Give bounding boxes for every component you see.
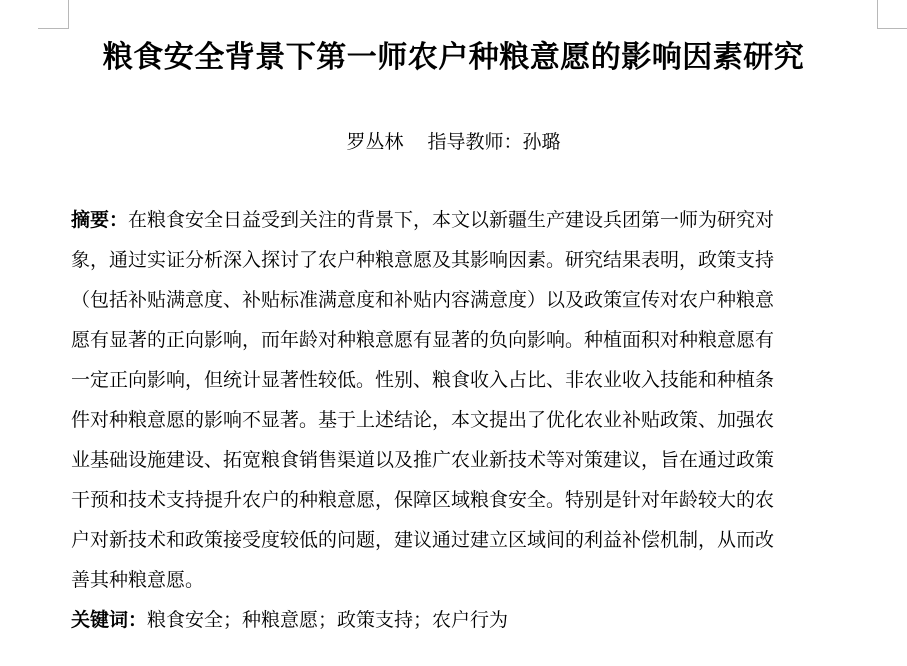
author-line bbox=[0, 128, 907, 156]
abstract-line: 件对种粮意愿的影响不显著。基于上述结论，本文提出了优化农业补贴政策、加强农 bbox=[71, 409, 775, 431]
abstract-line: 愿有显著的正向影响，而年龄对种粮意愿有显著的负向影响。种植面积对种粮意愿有 bbox=[71, 329, 775, 351]
abstract-section bbox=[71, 200, 879, 640]
keywords-text: 粮食安全；种粮意愿；政策支持；农户行为 bbox=[147, 609, 509, 631]
abstract-line: 一定正向影响，但统计显著性较低。性别、粮食收入占比、非农业收入技能和种植条 bbox=[71, 369, 775, 391]
abstract-label: 摘要： bbox=[71, 209, 129, 231]
abstract-line: 户对新技术和政策接受度较低的问题，建议通过建立区域间的利益补偿机制，从而改 bbox=[71, 529, 775, 551]
keywords-label: 关键词： bbox=[71, 609, 148, 631]
abstract-text: 在粮食安全日益受到关注的背景下，本文以新疆生产建设兵团第一师为研究对 bbox=[128, 209, 775, 231]
document-title: 粮食安全背景下第一师农户种粮意愿的影响因素研究 bbox=[102, 40, 805, 75]
abstract-line: 业基础设施建设、拓宽粮食销售渠道以及推广农业新技术等对策建议，旨在通过政策 bbox=[71, 449, 775, 471]
advisor-name: 指导教师：孙璐 bbox=[427, 131, 561, 153]
abstract-line: （包括补贴满意度、补贴标准满意度和补贴内容满意度）以及政策宣传对农户种粮意 bbox=[71, 289, 775, 311]
abstract-line bbox=[71, 200, 879, 240]
author-name: 罗丛林 bbox=[346, 131, 404, 153]
keywords-line bbox=[71, 600, 879, 640]
page-corner-mark-left bbox=[38, 0, 69, 29]
abstract-line: 干预和技术支持提升农户的种粮意愿，保障区域粮食安全。特别是针对年龄较大的农 bbox=[71, 489, 775, 511]
page-corner-mark-right bbox=[877, 0, 907, 29]
abstract-line: 善其种粮意愿。 bbox=[71, 569, 205, 591]
abstract-line: 象，通过实证分析深入探讨了农户种粮意愿及其影响因素。研究结果表明，政策支持 bbox=[71, 249, 775, 271]
